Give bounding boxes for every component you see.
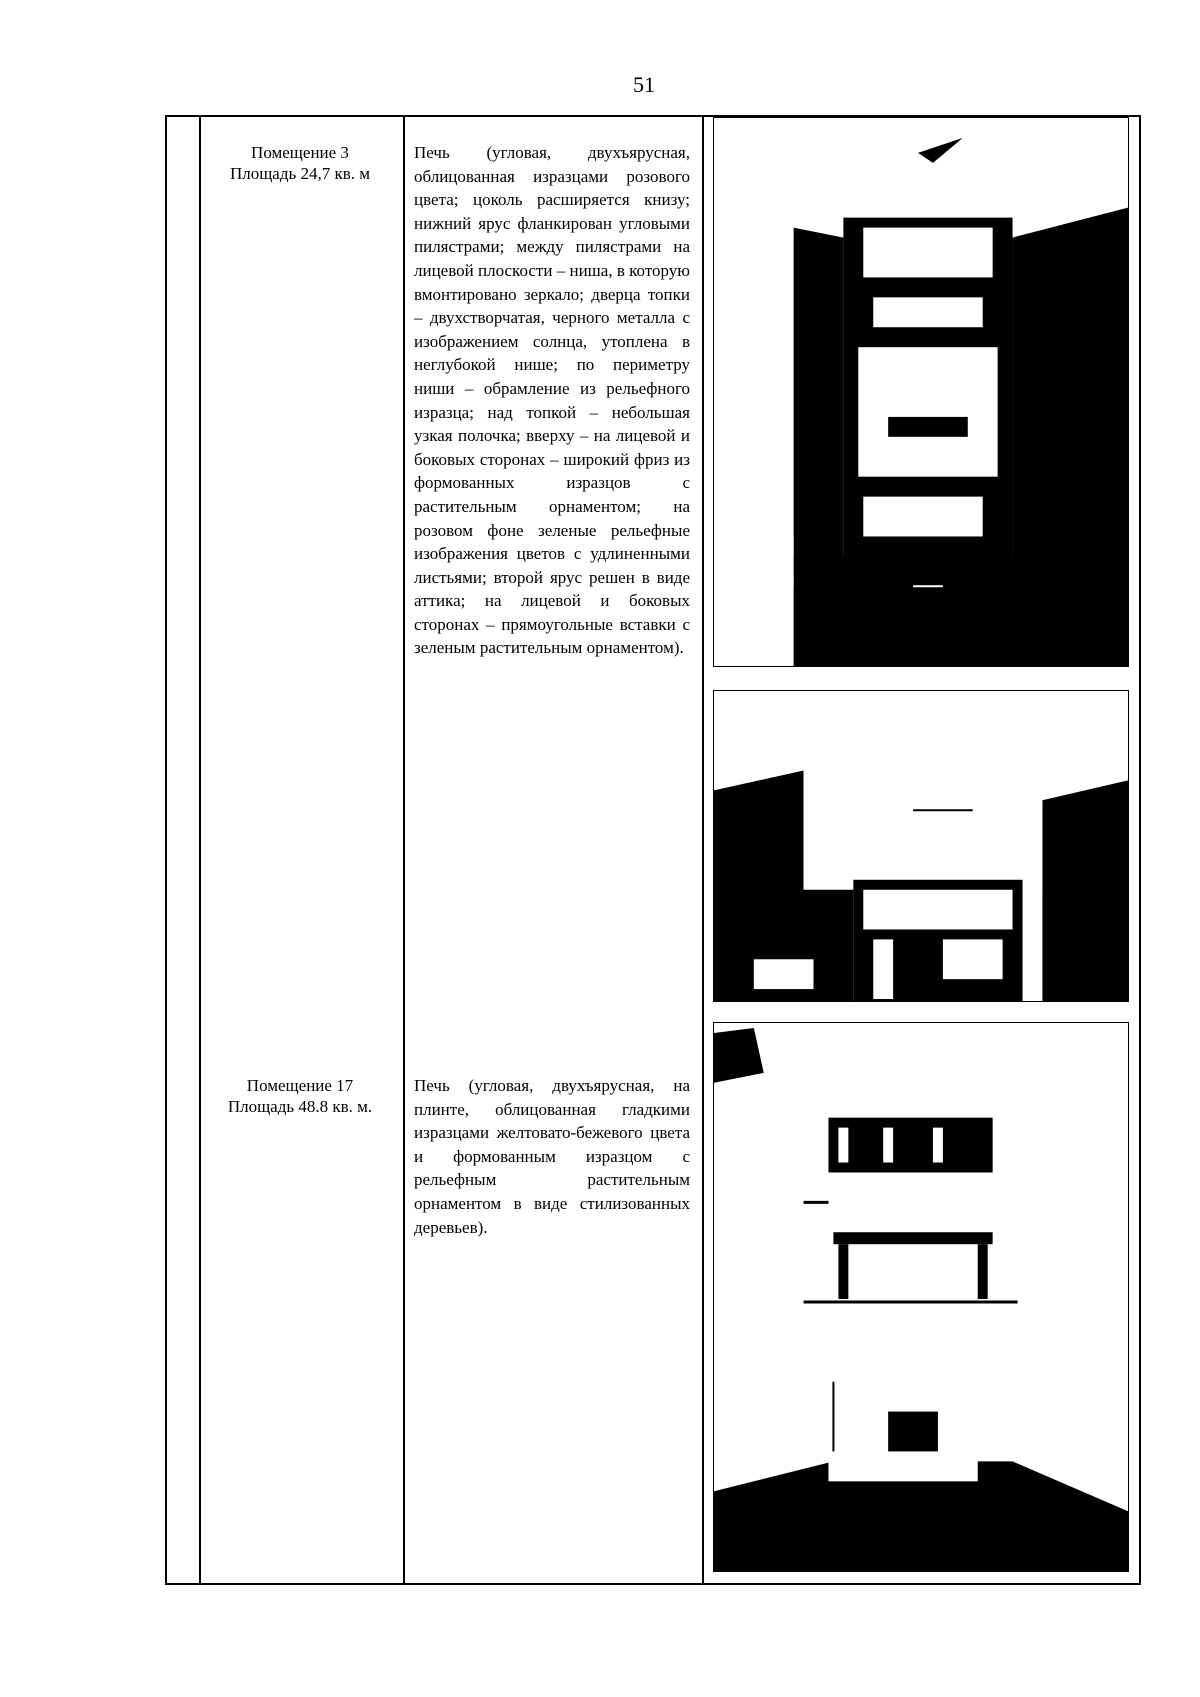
column-divider	[702, 117, 704, 1583]
column-divider	[403, 117, 405, 1583]
area-label: Площадь 48.8 кв. м.	[227, 1097, 373, 1116]
page-number: 51	[633, 72, 655, 97]
description-1: Печь (угловая, двухъярусная, облицованная изразцами розового цвета; цоколь расширяется книзу; нижний ярус фланкирован угловыми пилястрами; между пилястрами на лицевой плоскости – ниша, в которую вмонтировано зеркало; дверца топки – двухстворчатая, черного металла с изображением солнца, утоплена в неглубокой нише; по периметру ниши – обрамление из рельефного изразца; над топкой – небольшая узкая полочка; вверху – на лицевой и боковых сторонах – широкий фриз из формованных изразцов с растительным орнаментом; на розовом фоне зеленые рельефные изображения цветов с удлиненными листьями; второй ярус решен в виде аттика; на лицевой и боковых сторонах – прямоугольные вставки с зеленым растительным орнаментом).	[414, 143, 690, 658]
room-cell-2	[200, 1075, 400, 1117]
column-divider	[199, 117, 201, 1583]
stove-photo-1	[713, 117, 1129, 667]
room-label: Помещение 3	[251, 143, 349, 162]
area-label: Площадь 24,7 кв. м	[229, 164, 371, 183]
stove-photo-3	[713, 1022, 1129, 1572]
stove-photo-2	[713, 690, 1129, 1002]
room-cell-1	[200, 142, 400, 184]
description-2: Печь (угловая, двухъярусная, на плинте, облицованная гладкими изразцами желтовато-бежевого цвета и формованным изразцом с рельефным растительным орнаментом в виде стилизованных деревьев).	[414, 1076, 690, 1237]
room-label: Помещение 17	[246, 1076, 354, 1095]
